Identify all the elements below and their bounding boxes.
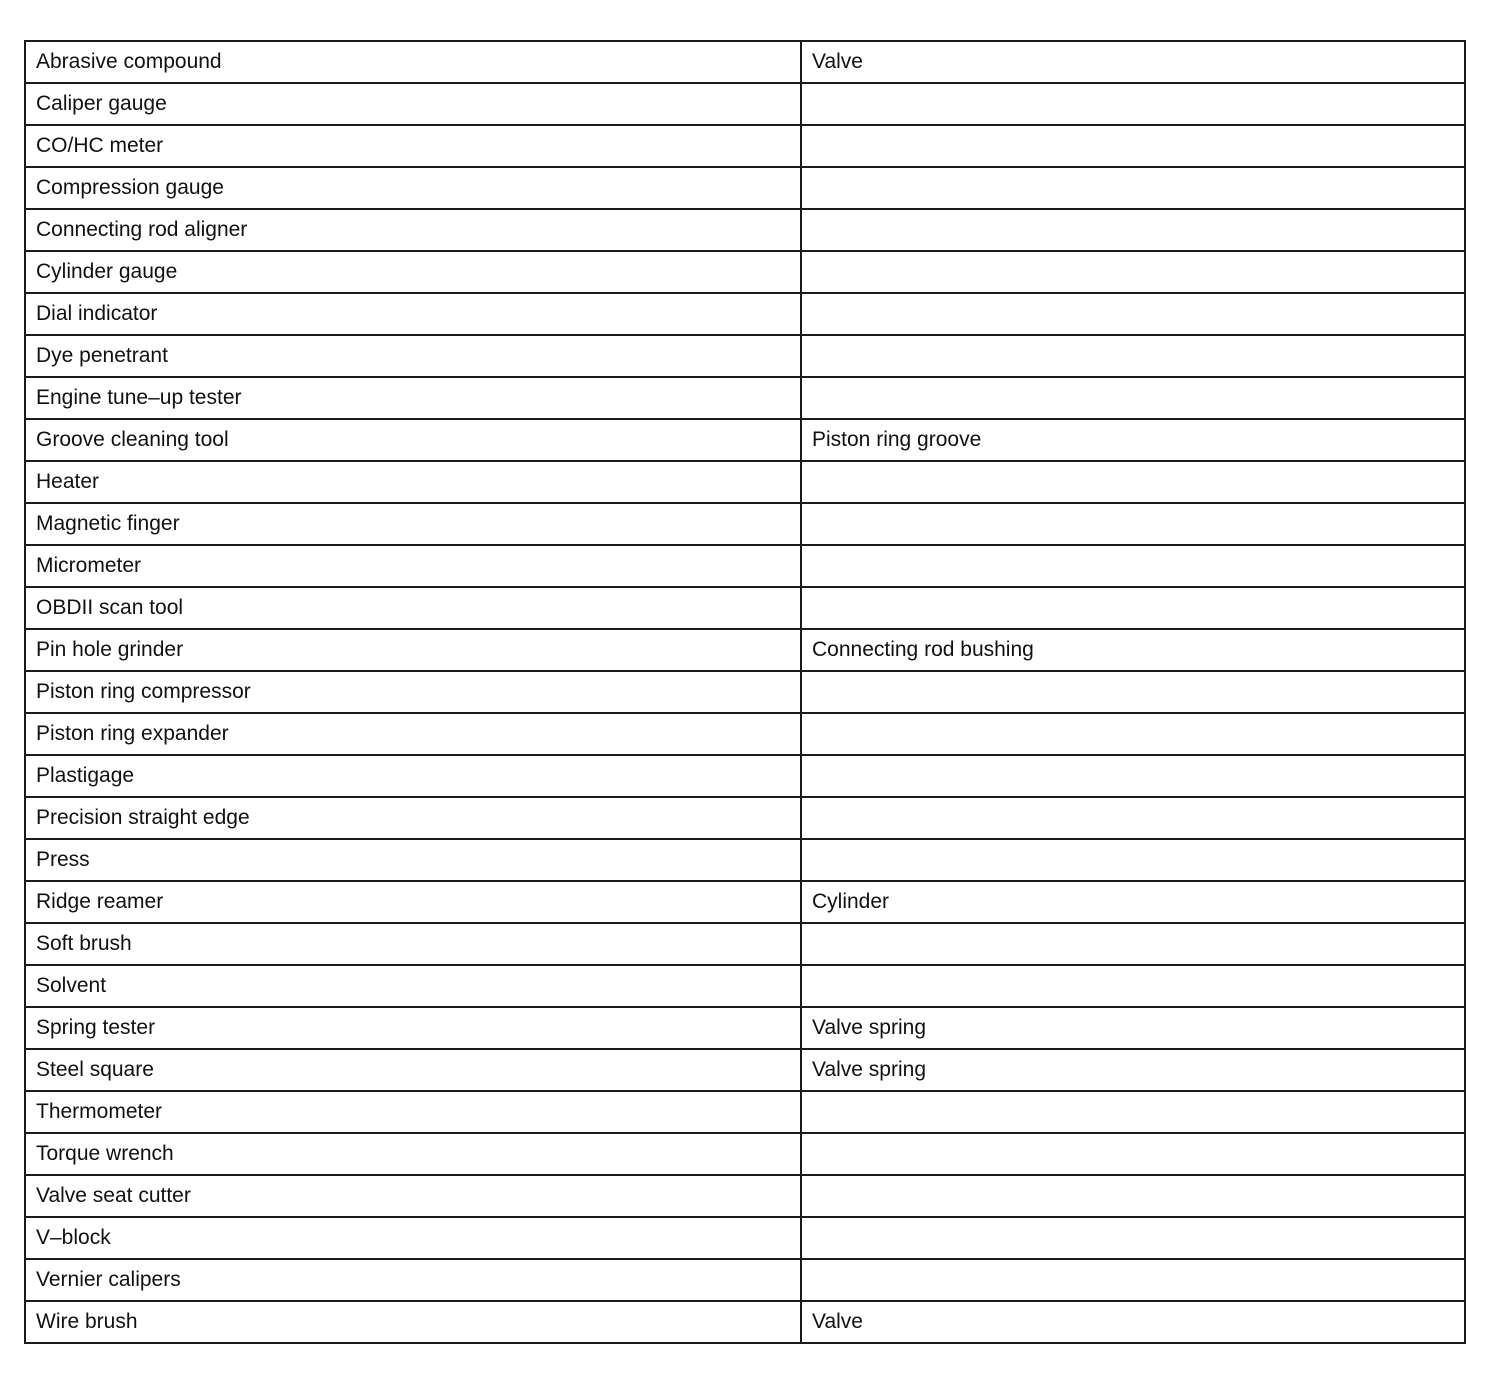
tool-name-cell: Ridge reamer: [25, 881, 801, 923]
tool-name-cell: V–block: [25, 1217, 801, 1259]
tool-use-cell: [801, 1217, 1465, 1259]
table-row: [25, 209, 1465, 251]
table-row: [25, 1259, 1465, 1301]
tool-use-cell: Piston ring groove: [801, 419, 1465, 461]
tool-use-cell: [801, 1175, 1465, 1217]
tool-name-cell: Torque wrench: [25, 1133, 801, 1175]
tool-use-cell: Cylinder: [801, 881, 1465, 923]
tool-use-cell: [801, 755, 1465, 797]
tools-table-body: [25, 41, 1465, 1343]
tool-use-cell: [801, 251, 1465, 293]
tool-name-cell: Vernier calipers: [25, 1259, 801, 1301]
tool-name-cell: Caliper gauge: [25, 83, 801, 125]
table-row: [25, 1049, 1465, 1091]
tool-name-cell: Solvent: [25, 965, 801, 1007]
tool-name-cell: OBDII scan tool: [25, 587, 801, 629]
tool-use-cell: [801, 167, 1465, 209]
tool-use-cell: Connecting rod bushing: [801, 629, 1465, 671]
tool-name-cell: Heater: [25, 461, 801, 503]
tool-use-cell: [801, 1091, 1465, 1133]
table-row: [25, 1133, 1465, 1175]
tool-use-cell: Valve spring: [801, 1007, 1465, 1049]
tool-name-cell: Valve seat cutter: [25, 1175, 801, 1217]
table-row: [25, 1301, 1465, 1343]
tool-use-cell: Valve: [801, 1301, 1465, 1343]
table-row: [25, 1175, 1465, 1217]
tool-name-cell: Steel square: [25, 1049, 801, 1091]
tool-name-cell: Plastigage: [25, 755, 801, 797]
table-row: [25, 1007, 1465, 1049]
tool-use-cell: [801, 377, 1465, 419]
table-row: [25, 629, 1465, 671]
tool-name-cell: Engine tune–up tester: [25, 377, 801, 419]
table-row: [25, 713, 1465, 755]
tool-name-cell: Dye penetrant: [25, 335, 801, 377]
tool-name-cell: Piston ring expander: [25, 713, 801, 755]
tool-use-cell: [801, 335, 1465, 377]
tool-name-cell: Compression gauge: [25, 167, 801, 209]
tool-use-cell: [801, 1259, 1465, 1301]
table-row: [25, 545, 1465, 587]
table-row: [25, 41, 1465, 83]
tool-use-cell: [801, 923, 1465, 965]
table-row: [25, 965, 1465, 1007]
table-row: [25, 83, 1465, 125]
tool-use-cell: [801, 293, 1465, 335]
table-row: [25, 377, 1465, 419]
table-row: [25, 167, 1465, 209]
table-row: [25, 839, 1465, 881]
tool-use-cell: [801, 545, 1465, 587]
tools-table: [24, 40, 1466, 1344]
tool-name-cell: Magnetic finger: [25, 503, 801, 545]
table-row: [25, 335, 1465, 377]
table-row: [25, 797, 1465, 839]
tool-use-cell: [801, 797, 1465, 839]
tool-name-cell: Piston ring compressor: [25, 671, 801, 713]
tool-name-cell: Micrometer: [25, 545, 801, 587]
tool-name-cell: Press: [25, 839, 801, 881]
tool-name-cell: Cylinder gauge: [25, 251, 801, 293]
tool-use-cell: [801, 965, 1465, 1007]
tool-name-cell: Dial indicator: [25, 293, 801, 335]
table-row: [25, 755, 1465, 797]
tool-name-cell: Spring tester: [25, 1007, 801, 1049]
table-row: [25, 461, 1465, 503]
table-row: [25, 923, 1465, 965]
tool-name-cell: Connecting rod aligner: [25, 209, 801, 251]
tool-use-cell: Valve: [801, 41, 1465, 83]
table-row: [25, 881, 1465, 923]
table-row: [25, 1091, 1465, 1133]
tool-use-cell: [801, 503, 1465, 545]
table-row: [25, 419, 1465, 461]
tool-name-cell: Precision straight edge: [25, 797, 801, 839]
tool-use-cell: [801, 1133, 1465, 1175]
tool-name-cell: Wire brush: [25, 1301, 801, 1343]
table-row: [25, 671, 1465, 713]
tool-use-cell: [801, 461, 1465, 503]
tool-use-cell: [801, 671, 1465, 713]
tool-use-cell: [801, 83, 1465, 125]
document-page: [24, 40, 1464, 1344]
tool-use-cell: [801, 587, 1465, 629]
table-row: [25, 1217, 1465, 1259]
table-row: [25, 251, 1465, 293]
table-row: [25, 503, 1465, 545]
tool-use-cell: [801, 713, 1465, 755]
tool-use-cell: [801, 839, 1465, 881]
table-row: [25, 587, 1465, 629]
tool-name-cell: Thermometer: [25, 1091, 801, 1133]
tool-name-cell: Pin hole grinder: [25, 629, 801, 671]
tool-use-cell: Valve spring: [801, 1049, 1465, 1091]
tool-use-cell: [801, 209, 1465, 251]
table-row: [25, 125, 1465, 167]
tool-name-cell: CO/HC meter: [25, 125, 801, 167]
table-row: [25, 293, 1465, 335]
tool-name-cell: Groove cleaning tool: [25, 419, 801, 461]
tool-use-cell: [801, 125, 1465, 167]
tool-name-cell: Abrasive compound: [25, 41, 801, 83]
tool-name-cell: Soft brush: [25, 923, 801, 965]
